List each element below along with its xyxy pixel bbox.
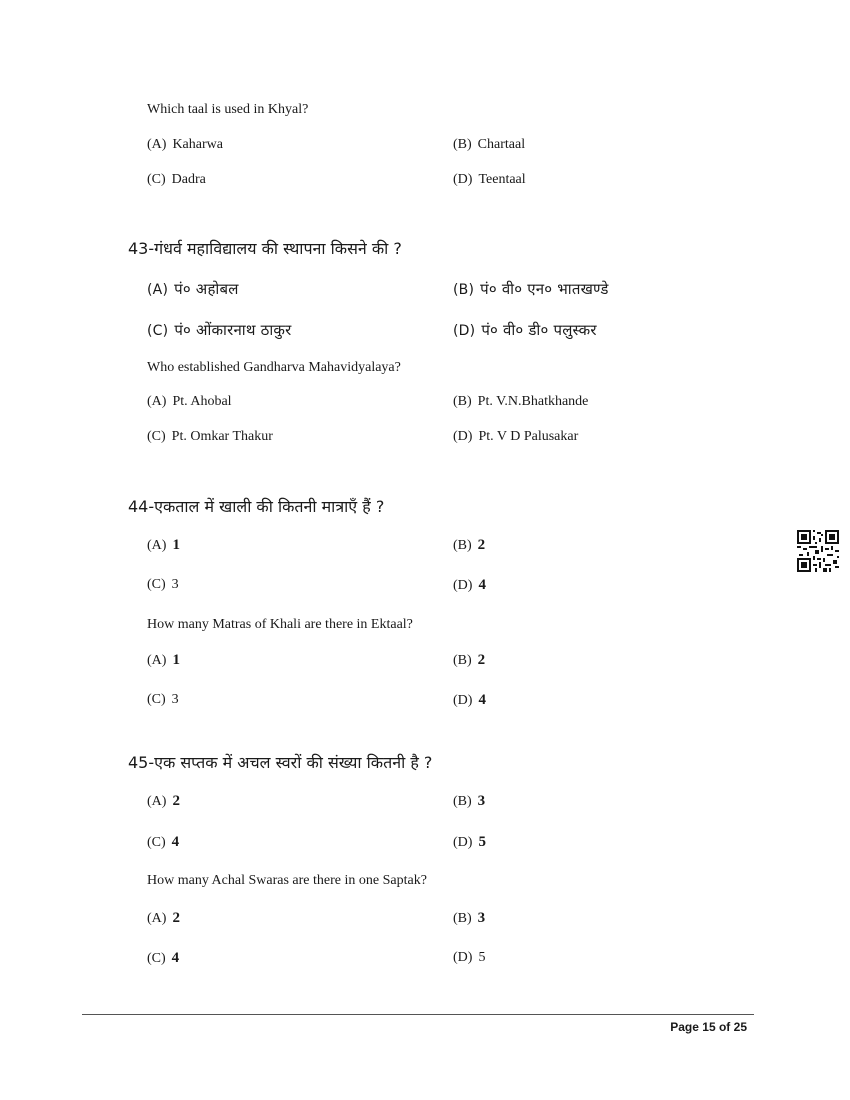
q44-en-option-d: (D) 4 [453,692,486,708]
q45-en-question: How many Achal Swaras are there in one Saptak? [147,873,427,888]
q45-en-option-d: (D) 5 [453,950,486,965]
q43-hi-option-a: (A) पं० अहोबल [147,280,239,298]
q42-en-option-b: (B) Chartaal [453,137,526,152]
q45-en-option-b: (B) 3 [453,910,486,926]
q43-en-option-b: (B) Pt. V.N.Bhatkhande [453,394,589,409]
q43-hi-option-d: (D) पं० वी० डी० पलुस्कर [453,321,597,339]
q45-hi-option-c: (C) 4 [147,834,180,850]
q44-hi-question: 44-एकताल में खाली की कितनी मात्राएँ हैं ? [128,497,385,516]
q42-en-option-a: (A) Kaharwa [147,137,223,152]
qr-code-icon [797,530,839,572]
q44-en-option-a: (A) 1 [147,652,180,668]
q45-hi-option-d: (D) 5 [453,834,486,850]
q44-hi-option-c: (C) 3 [147,577,179,592]
q45-en-option-c: (C) 4 [147,950,180,966]
q44-en-question: How many Matras of Khali are there in Ektaal? [147,617,413,632]
q45-en-option-a: (A) 2 [147,910,180,926]
q45-hi-question: 45-एक सप्तक में अचल स्वरों की संख्या कितनी है ? [128,753,433,772]
page-number: Page 15 of 25 [670,1020,747,1034]
q45-hi-option-a: (A) 2 [147,793,180,809]
footer-divider [82,1014,754,1015]
q43-hi-option-c: (C) पं० ओंकारनाथ ठाकुर [147,321,292,339]
q43-en-question: Who established Gandharva Mahavidyalaya? [147,360,401,375]
q42-en-option-d: (D) Teentaal [453,172,526,187]
q44-hi-option-a: (A) 1 [147,537,180,553]
q43-en-option-d: (D) Pt. V D Palusakar [453,429,579,444]
q42-en-option-c: (C) Dadra [147,172,206,187]
q44-hi-option-d: (D) 4 [453,577,486,593]
q43-en-option-c: (C) Pt. Omkar Thakur [147,429,273,444]
q44-hi-option-b: (B) 2 [453,537,486,553]
q45-hi-option-b: (B) 3 [453,793,486,809]
q42-en-question: Which taal is used in Khyal? [147,102,309,117]
q44-en-option-c: (C) 3 [147,692,179,707]
q43-en-option-a: (A) Pt. Ahobal [147,394,232,409]
q44-en-option-b: (B) 2 [453,652,486,668]
q43-hi-question: 43-गंधर्व महाविद्यालय की स्थापना किसने की ? [128,239,402,258]
q43-hi-option-b: (B) पं० वी० एन० भातखण्डे [453,280,609,298]
